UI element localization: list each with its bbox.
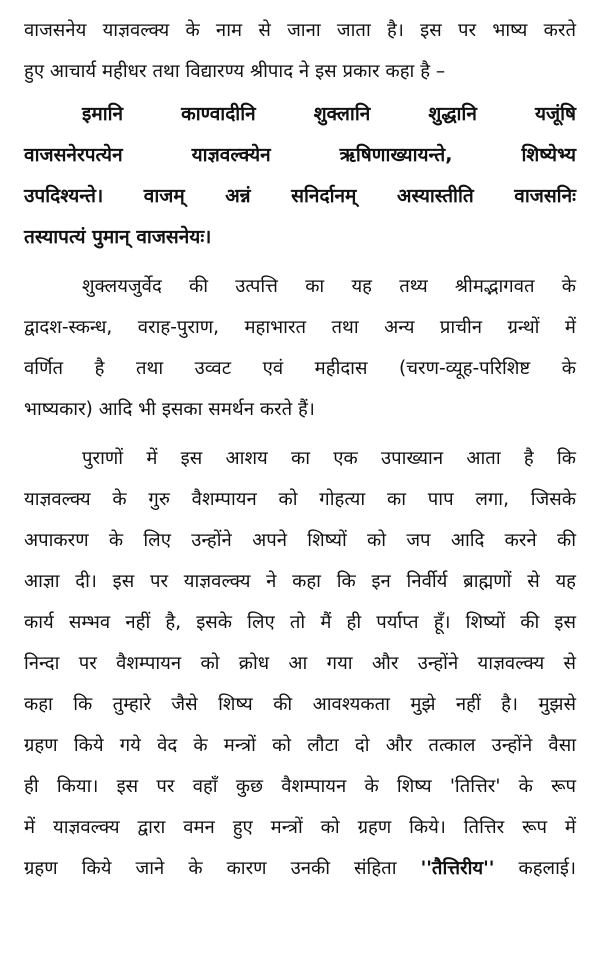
quote-line: उपदिश्यन्ते। वाजम् अन्नं सनिर्दानम् अस्यास्तीति वाजसनिः (24, 185, 576, 207)
quote-line: तस्यापत्यं पुमान् वाजसनेयः। (24, 226, 212, 248)
quote-line: इमानि काण्वादीनि शुक्लानि शुद्धानि यजूंषि (82, 103, 576, 125)
text-line: ग्रहण किये गये वेद के मन्त्रों को लौटा दो और तत्काल उन्होंने वैसा (24, 735, 576, 756)
text-line: वर्णित है तथा उव्वट एवं महीदास (चरण-व्यूह-परिशिष्ट के (24, 358, 576, 379)
text-line: द्वादश-स्कन्ध, वराह-पुराण, महाभारत तथा अन्य प्राचीन ग्रन्थों में (24, 317, 576, 338)
text-line: याज्ञवल्क्य के गुरु वैशम्पायन को गोहत्या का पाप लगा, जिसके (24, 489, 576, 510)
taittiriya-title: ''तैत्तिरीय'' (420, 858, 495, 879)
text-line: वाजसनेय याज्ञवल्क्य के नाम से जाना जाता है। इस पर भाष्य करते (24, 20, 576, 41)
text-line-final (24, 848, 576, 889)
text-segment: कहलाई। (518, 858, 576, 879)
paragraph-1 (24, 10, 576, 92)
text-line: ही किया। इस पर वहाँ कुछ वैशम्पायन के शिष्य 'तित्तिर' के रूप (24, 776, 576, 797)
text-line: भाष्यकार) आदि भी इसका समर्थन करते हैं। (24, 399, 315, 420)
text-line: अपाकरण के लिए उन्होंने अपने शिष्यों को जप आदि करने की (24, 530, 576, 551)
text-line: में याज्ञवल्क्य द्वारा वमन हुए मन्त्रों को ग्रहण किये। तित्तिर रूप में (24, 817, 576, 838)
text-line: पुराणों में इस आशय का एक उपाख्यान आता है कि (82, 448, 576, 469)
text-line: आज्ञा दी। इस पर याज्ञवल्क्य ने कहा कि इन निर्वीर्य ब्राह्मणों से यह (24, 571, 576, 592)
paragraph-2 (24, 266, 576, 430)
quote-line: वाजसनेरपत्येन याज्ञवल्क्येन ऋषिणाख्यायन्ते, शिष्येभ्य (24, 144, 576, 166)
text-line: हुए आचार्य महीधर तथा विद्यारण्य श्रीपाद ने इस प्रकार कहा है – (24, 61, 446, 82)
text-line: कार्य सम्भव नहीं है, इसके लिए तो मैं ही पर्याप्त हूँ। शिष्यों की इस (24, 612, 576, 633)
text-line: कहा कि तुम्हारे जैसे शिष्य की आवश्यकता मुझे नहीं है। मुझसे (24, 694, 576, 715)
text-line: निन्दा पर वैशम्पायन को क्रोध आ गया और उन्होंने याज्ञवल्क्य से (24, 653, 576, 674)
text-segment: ग्रहण किये जाने के कारण उनकी संहिता (24, 858, 397, 879)
paragraph-3 (24, 438, 576, 889)
sanskrit-quote (24, 94, 576, 258)
text-line: शुक्लयजुर्वेद की उत्पत्ति का यह तथ्य श्रीमद्भागवत के (82, 276, 576, 297)
